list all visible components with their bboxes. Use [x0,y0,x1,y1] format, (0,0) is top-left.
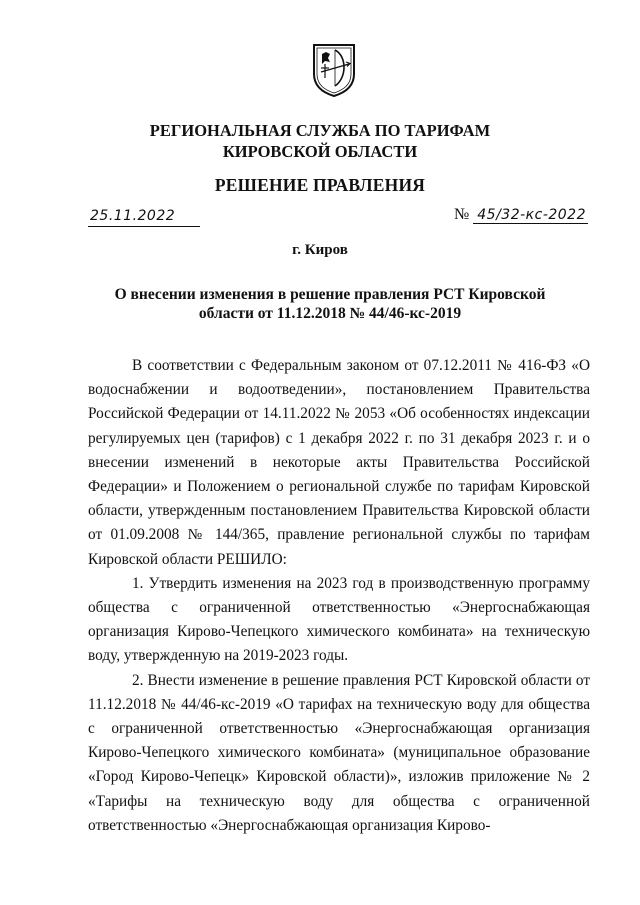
number-prefix: № [454,206,470,223]
kirov-oblast-coat-of-arms-icon [311,42,357,98]
date-underline [88,226,200,227]
preamble-paragraph: В соответствии с Федеральным законом от 07.12.2011 № 416-ФЗ «О водоснабжении и водоотведении», постановлением Правительства Российской Федерации от 14.11.2022 № 2053 «Об особенностях индексации регулируемых цен (тарифов) с 1 декабря 2022 г. по 31 декабря 2023 г. и о внесении изменений в некоторые акты Правительства Российской Федерации» и Положением о региональной службе по тарифам Кировской области, утвержденным постановлением Правительства Кировской области от 01.09.2008 № 144/365, правление региональной службы по тарифам Кировской области РЕШИЛО: [88,357,590,568]
organization-line-1: РЕГИОНАЛЬНАЯ СЛУЖБА ПО ТАРИФАМ [149,121,491,140]
document-subject: О внесении изменения в решение правления РСТ Кировской области от 11.12.2018 № 44/46-кс-2019 [114,286,546,322]
document-type-title: РЕШЕНИЕ ПРАВЛЕНИЯ [214,175,426,195]
decision-item-1: 1. Утвердить изменения на 2023 год в производственную программу общества с ограниченной ответственностью «Энергоснабжающая организация Кирово-Чепецкого химического комбината» на техническую воду, утвержденную на 2019-2023 годы. [88,574,590,665]
organization-name [0,120,640,162]
city-name: г. Киров [292,242,348,258]
document-date: 25.11.2022 [90,208,176,224]
number-value: 45/32-кс-2022 [473,207,588,224]
organization-line-2: КИРОВСКОЙ ОБЛАСТИ [222,142,418,161]
decision-item-2: 2. Внести изменение в решение правления РСТ Кировской области от 11.12.2018 № 44/46-кс-2019 «О тарифах на техническую воду для общества с ограниченной ответственностью «Энергоснабжающая организация Кирово-Чепецкого химического комбината» (муниципальное образование «Город Кирово-Чепецк» Кировской области)», изложив приложение № 2 «Тарифы на техническую воду для общества с ограниченной ответственностью «Энергоснабжающая организация Кирово- [88,671,590,834]
document-body [88,354,590,838]
document-number [454,206,588,224]
